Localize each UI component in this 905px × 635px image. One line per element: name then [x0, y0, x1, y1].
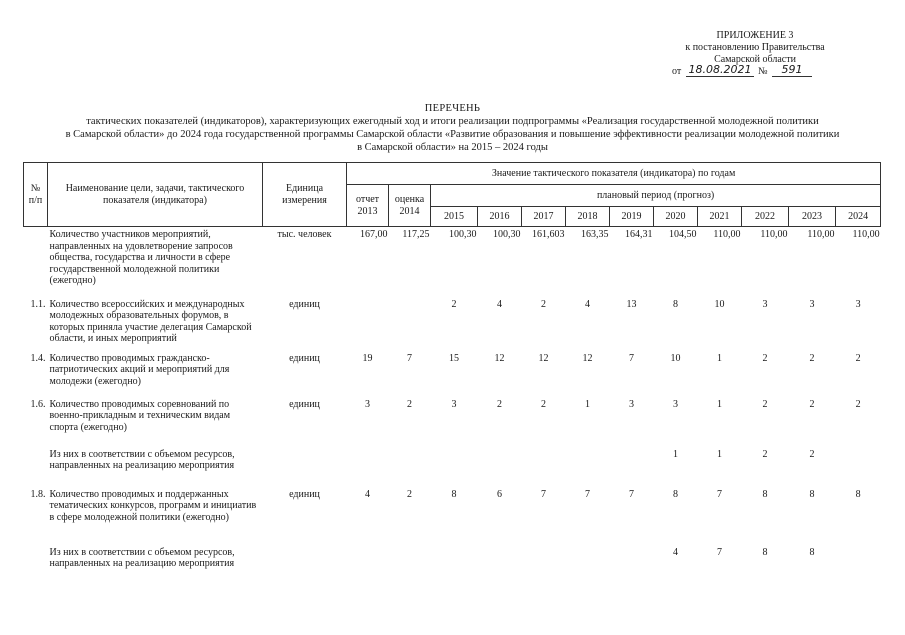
header-year: 2016	[478, 207, 522, 227]
value-cell: 1	[717, 448, 722, 460]
value-cell: 8	[451, 488, 457, 500]
value-cell	[389, 297, 431, 351]
value-cell: 117,25	[402, 229, 430, 240]
value-cell: 4	[673, 546, 678, 558]
value-cell: 2	[762, 398, 768, 410]
header-year: 2018	[566, 207, 610, 227]
value-cell: 110,00	[760, 229, 788, 240]
value-cell: 6	[497, 488, 502, 500]
header-year: 2022	[742, 207, 789, 227]
value-cell: 4	[365, 488, 370, 500]
value-cell: 3	[809, 298, 815, 310]
unit-cell	[263, 545, 347, 583]
heading-line-3: в Самарской области» на 2015 – 2024 годы	[357, 142, 548, 153]
header-year: 2015	[431, 207, 478, 227]
value-cell	[610, 545, 654, 583]
appendix-block	[640, 30, 870, 80]
indicator-name: Количество проводимых гражданско-патриотических акций и мероприятий для молодежи (ежегодно)	[49, 352, 230, 387]
table-row	[24, 545, 881, 583]
value-cell	[478, 447, 522, 487]
table-row	[24, 297, 881, 351]
unit-cell: единиц	[289, 398, 320, 410]
header-year: 2019	[610, 207, 654, 227]
value-cell: 1	[585, 398, 590, 410]
value-cell: 8	[762, 488, 768, 500]
value-cell: 8	[673, 488, 678, 500]
value-cell	[478, 545, 522, 583]
value-cell: 10	[714, 298, 725, 310]
value-cell: 8	[762, 546, 768, 558]
value-cell: 1	[717, 352, 722, 364]
table-row	[24, 397, 881, 447]
value-cell: 2	[855, 398, 861, 410]
indicators-table	[23, 162, 881, 583]
indicator-name: Количество участников мероприятий, направленных на удовлетворение запросов общества, государства и личности в сфере государственной молодежной политики (ежегодно)	[49, 229, 233, 287]
header-year: 2021	[698, 207, 742, 227]
appendix-resolution-line: к постановлению Правительства	[685, 42, 825, 53]
unit-cell: единиц	[289, 488, 320, 500]
value-cell: 7	[717, 488, 722, 500]
value-cell: 7	[629, 488, 634, 500]
row-number	[24, 545, 48, 583]
value-cell	[566, 545, 610, 583]
header-year: 2023	[789, 207, 836, 227]
unit-cell: единиц	[289, 352, 320, 364]
value-cell: 1	[673, 448, 678, 460]
value-cell: 4	[497, 298, 502, 310]
appendix-region-line: Самарской области	[714, 54, 796, 65]
value-cell	[836, 545, 881, 583]
value-cell: 19	[362, 352, 373, 364]
header-num: № п/п	[24, 163, 48, 227]
value-cell: 2	[541, 298, 546, 310]
value-cell: 2	[855, 352, 861, 364]
value-cell: 100,30	[449, 229, 477, 240]
value-cell: 13	[626, 298, 637, 310]
value-cell	[347, 447, 389, 487]
table-row	[24, 227, 881, 297]
row-number: 1.8.	[30, 488, 46, 500]
value-cell: 8	[809, 488, 815, 500]
value-cell: 3	[855, 298, 861, 310]
value-cell: 7	[717, 546, 722, 558]
value-cell: 2	[809, 398, 815, 410]
date-prefix: от	[672, 66, 682, 77]
value-cell: 2	[762, 352, 768, 364]
value-cell: 8	[855, 488, 861, 500]
appendix-title: ПРИЛОЖЕНИЕ 3	[716, 30, 794, 41]
value-cell: 110,00	[713, 229, 741, 240]
row-number: 1.4.	[30, 352, 46, 364]
header-year: 2020	[654, 207, 698, 227]
value-cell: 12	[494, 352, 505, 364]
value-cell: 164,31	[625, 229, 653, 240]
value-cell: 3	[451, 398, 457, 410]
value-cell: 161,603	[532, 229, 565, 240]
header-year: 2017	[522, 207, 566, 227]
indicator-name: Из них в соответствии с объемом ресурсов, направленных на реализацию мероприятия	[49, 448, 235, 472]
unit-cell: тыс. человек	[277, 229, 332, 240]
value-cell: 2	[541, 398, 546, 410]
row-number	[24, 227, 48, 297]
table-row	[24, 447, 881, 487]
date-value: 18.08.2021	[686, 64, 754, 77]
value-cell	[836, 447, 881, 487]
value-cell: 163,35	[581, 229, 609, 240]
header-estimate-2014: оценка 2014	[389, 185, 431, 227]
unit-cell	[263, 447, 347, 487]
value-cell: 7	[541, 488, 546, 500]
value-cell: 7	[585, 488, 590, 500]
header-plan-period: плановый период (прогноз)	[431, 185, 881, 207]
header-name: Наименование цели, задачи, тактического показателя (индикатора)	[48, 163, 263, 227]
value-cell: 2	[809, 448, 815, 460]
value-cell: 10	[670, 352, 681, 364]
indicator-name: Количество всероссийских и международных молодежных образовательных форумов, в которых приняла участие делегация Самарской области, и иных мероприятий	[49, 298, 252, 345]
header-values-group: Значение тактического показателя (индикатора) по годам	[347, 163, 881, 185]
value-cell: 2	[762, 448, 768, 460]
value-cell: 8	[809, 546, 815, 558]
value-cell: 2	[407, 488, 412, 500]
value-cell: 15	[449, 352, 459, 364]
value-cell: 100,30	[493, 229, 521, 240]
value-cell: 3	[762, 298, 768, 310]
header-unit: Единица измерения	[263, 163, 347, 227]
value-cell	[431, 545, 478, 583]
value-cell: 4	[585, 298, 590, 310]
table-row	[24, 351, 881, 397]
value-cell: 1	[717, 398, 722, 410]
value-cell: 12	[582, 352, 593, 364]
value-cell: 104,50	[669, 229, 697, 240]
value-cell: 110,00	[807, 229, 835, 240]
document-heading	[0, 102, 905, 154]
row-number: 1.1.	[30, 298, 46, 310]
indicator-name: Из них в соответствии с объемом ресурсов, направленных на реализацию мероприятия	[49, 546, 235, 570]
value-cell: 167,00	[360, 229, 388, 240]
heading-line-2: в Самарской области» до 2024 года государственной программы Самарской области «Развитие образования и повышение эффективности реализации молодежной политики	[65, 129, 840, 140]
value-cell: 12	[538, 352, 549, 364]
value-cell: 2	[497, 398, 502, 410]
table-row	[24, 487, 881, 545]
number-sign: №	[758, 66, 768, 77]
indicator-name: Количество проводимых и поддержанных тематических конкурсов, программ и инициатив в сфере молодежной политики (ежегодно)	[49, 488, 257, 523]
value-cell: 3	[629, 398, 634, 410]
value-cell: 2	[451, 298, 457, 310]
heading-line-1: тактических показателей (индикаторов), характеризующих ежегодный ход и итоги реализации подпрограммы «Реализация государственной молодежной политики	[86, 116, 819, 127]
value-cell: 110,00	[852, 229, 880, 240]
value-cell: 8	[673, 298, 678, 310]
value-cell: 2	[407, 398, 412, 410]
indicator-name: Количество проводимых соревнований по военно-прикладным и техническим видам спорта (ежегодно)	[49, 398, 231, 433]
value-cell: 3	[673, 398, 678, 410]
value-cell	[431, 447, 478, 487]
value-cell	[522, 447, 566, 487]
value-cell	[347, 297, 389, 351]
value-cell: 7	[629, 352, 634, 364]
header-year: 2024	[836, 207, 881, 227]
value-cell	[522, 545, 566, 583]
value-cell: 3	[365, 398, 370, 410]
value-cell: 7	[407, 352, 412, 364]
value-cell	[347, 545, 389, 583]
row-number: 1.6.	[30, 398, 46, 410]
header-report-2013: отчет 2013	[347, 185, 389, 227]
row-number	[24, 447, 48, 487]
value-cell	[610, 447, 654, 487]
value-cell: 2	[809, 352, 815, 364]
unit-cell: единиц	[289, 298, 320, 310]
value-cell	[389, 545, 431, 583]
document-title: ПЕРЕЧЕНЬ	[424, 103, 481, 114]
appendix-date-line	[640, 63, 870, 80]
value-cell	[389, 447, 431, 487]
number-value: 591	[772, 64, 812, 77]
value-cell	[566, 447, 610, 487]
